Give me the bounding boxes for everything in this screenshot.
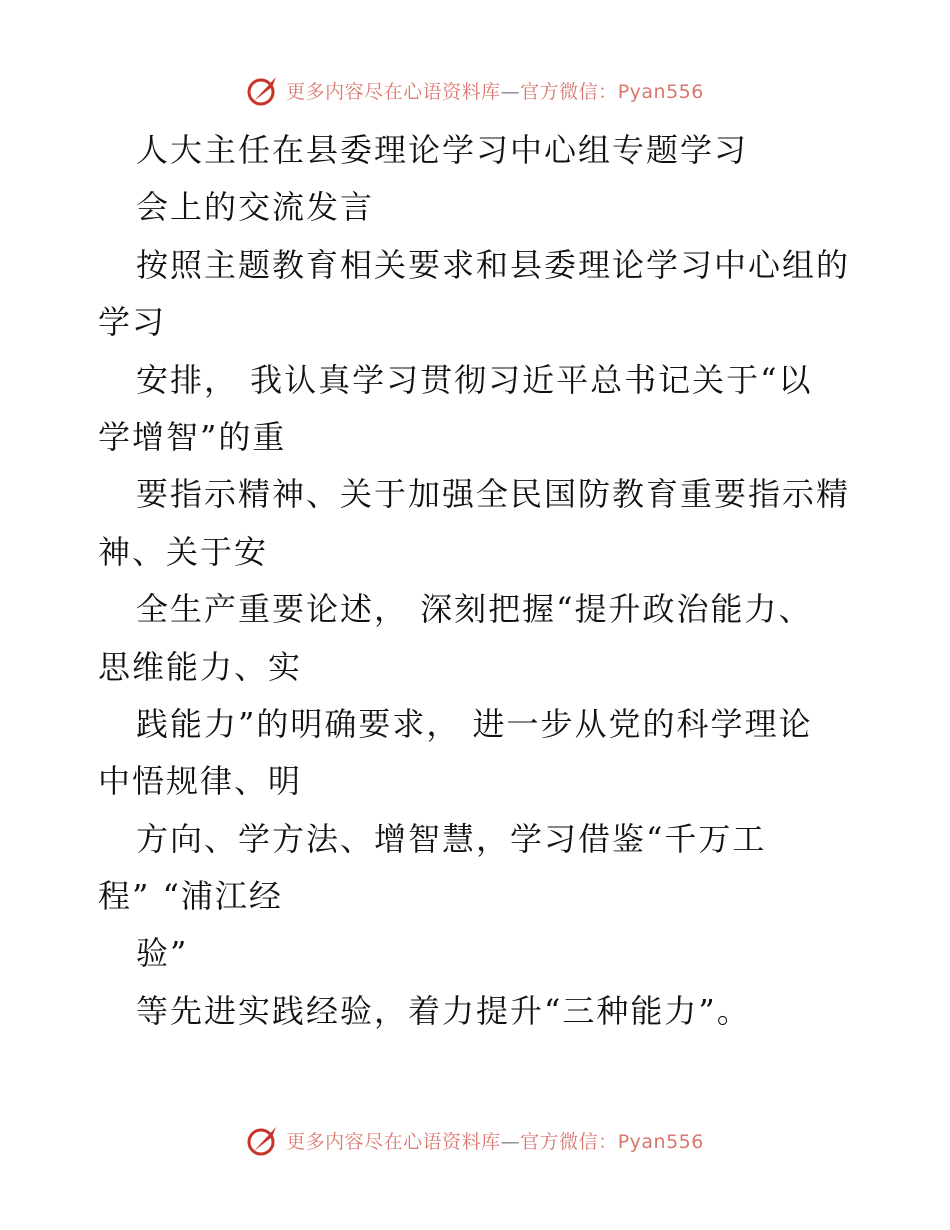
- banner-wechat-id: Pyan556: [617, 1130, 704, 1153]
- footer-banner: [0, 1120, 950, 1160]
- document-line: 践能力”的明确要求， 进一步从党的科学理论: [136, 704, 813, 743]
- document-line: 按照主题教育相关要求和县委理论学习中心组的: [136, 245, 851, 284]
- document-line: 神、关于安: [98, 532, 269, 571]
- banner-separator: —: [500, 1130, 521, 1153]
- document-line: 安排， 我认真学习贯彻习近平总书记关于“以: [136, 360, 813, 399]
- document-body: [98, 122, 878, 1040]
- quill-pen-logo-icon: [246, 1123, 280, 1157]
- document-line: 思维能力、实: [98, 647, 303, 686]
- document-line: 等先进实践经验，着力提升“三种能力”。: [136, 991, 751, 1030]
- banner-wechat-id: Pyan556: [617, 80, 704, 103]
- banner-site-text: 更多内容尽在心语资料库: [286, 1130, 501, 1153]
- banner-text: [286, 77, 704, 104]
- header-banner: [0, 70, 950, 110]
- document-line: 要指示精神、关于加强全民国防教育重要指示精: [136, 475, 851, 514]
- document-line: 方向、学方法、增智慧，学习借鉴“千万工: [136, 819, 767, 858]
- document-line: 学增智”的重: [98, 417, 287, 456]
- document-line: 会上的交流发言: [136, 188, 375, 227]
- banner-wechat-label: 官方微信：: [520, 80, 618, 103]
- banner-text: [286, 1127, 704, 1154]
- document-line: 全生产重要论述， 深刻把握“提升政治能力、: [136, 590, 813, 629]
- banner-wechat-label: 官方微信：: [520, 1130, 618, 1153]
- quill-pen-logo-icon: [246, 73, 280, 107]
- document-line: 程” “浦江经: [98, 877, 283, 916]
- banner-site-text: 更多内容尽在心语资料库: [286, 80, 501, 103]
- document-line: 人大主任在县委理论学习中心组专题学习: [136, 131, 749, 169]
- document-line: 学习: [98, 303, 167, 342]
- document-line: 验”: [136, 934, 189, 973]
- document-line: 中悟规律、明: [98, 762, 303, 801]
- banner-separator: —: [500, 80, 521, 103]
